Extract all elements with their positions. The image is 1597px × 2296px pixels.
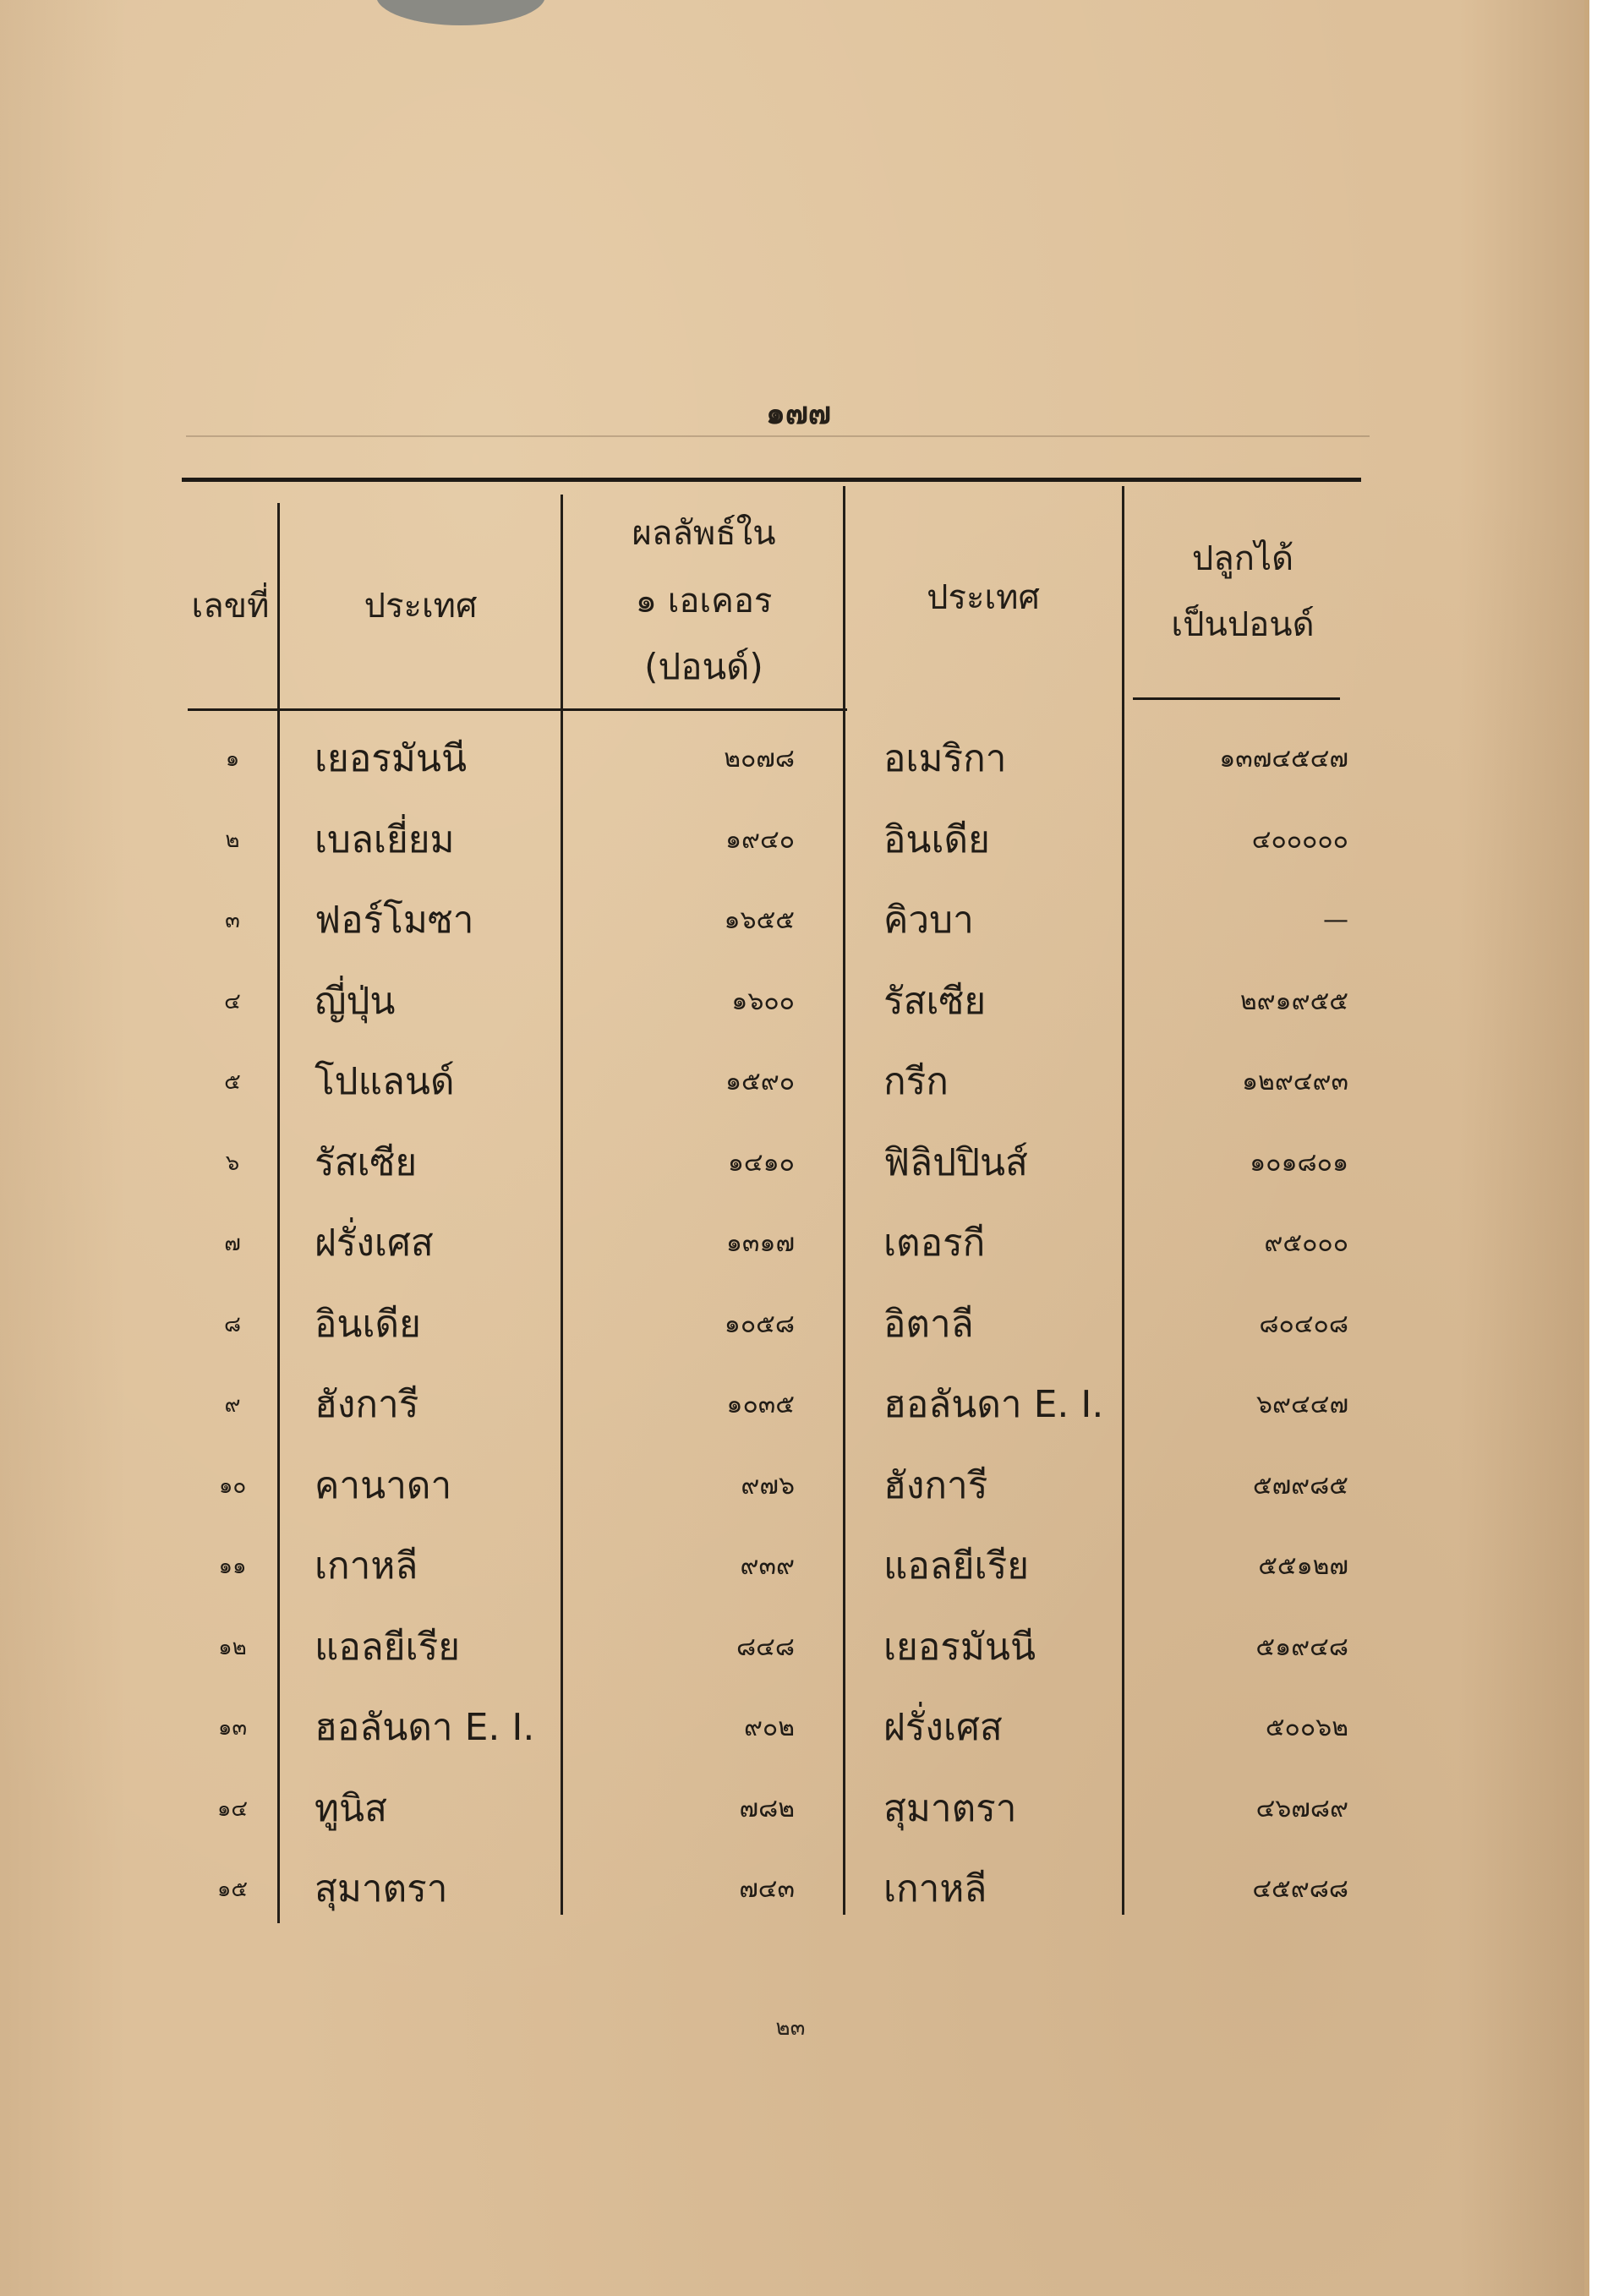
- country-right: คิวบา: [883, 899, 974, 942]
- table-row: [0, 1123, 1597, 1204]
- header-country-left: ประเทศ: [364, 587, 478, 626]
- header-yield-line2: ๑ เอเคอร: [635, 582, 773, 620]
- area-value: ๑๐๑๘๐๑: [1250, 1147, 1348, 1178]
- table-row: [0, 1607, 1597, 1688]
- country-right: สุมาตรา: [883, 1786, 1017, 1830]
- yield-value: ๙๓๙: [740, 1551, 795, 1581]
- country-left: อินเดีย: [314, 1302, 421, 1346]
- yield-value: ๒๐๗๘: [724, 744, 795, 774]
- country-left: ฝรั่งเศส: [314, 1222, 434, 1265]
- row-number: ๑๕: [216, 1877, 249, 1902]
- country-left: เบลเยี่ยม: [314, 817, 455, 861]
- country-left: แอลยีเรีย: [314, 1625, 460, 1669]
- punch-hole: [376, 0, 545, 25]
- table-top-rule: [182, 478, 1361, 482]
- row-number: ๙: [224, 1392, 241, 1418]
- row-number: ๑๐: [218, 1473, 247, 1499]
- area-value: ๔๕๙๘๘: [1252, 1874, 1348, 1904]
- country-left: ทูนิส: [314, 1786, 387, 1830]
- country-right: แอลยีเรีย: [883, 1544, 1029, 1588]
- area-value: ๕๑๙๔๘: [1255, 1632, 1348, 1662]
- yield-value: ๑๐๕๘: [724, 1309, 795, 1339]
- area-value: ๕๐๐๖๒: [1265, 1713, 1348, 1742]
- faint-guide-line: [186, 435, 1370, 437]
- country-right: อิตาลี: [883, 1302, 974, 1346]
- country-left: เกาหลี: [314, 1544, 418, 1588]
- row-number: ๗: [224, 1231, 241, 1256]
- country-left: เยอรมันนี: [314, 737, 468, 780]
- row-number: ๘: [223, 1311, 242, 1337]
- yield-value: ๑๐๓๕: [726, 1390, 795, 1419]
- table-row: [0, 1687, 1597, 1768]
- row-number: ๕: [224, 1069, 241, 1095]
- yield-value: ๑๔๑๐: [727, 1147, 795, 1178]
- country-left: ฮังการี: [314, 1383, 419, 1426]
- area-value: ๙๕๐๐๐: [1264, 1228, 1348, 1258]
- yield-value: ๑๖๕๕: [724, 905, 795, 935]
- row-number: ๒: [225, 827, 240, 853]
- country-right: อินเดีย: [883, 817, 990, 861]
- country-right: รัสเซีย: [883, 979, 987, 1023]
- yield-value: ๗๘๒: [739, 1793, 795, 1823]
- table-row: [0, 1446, 1597, 1527]
- row-number: ๖: [225, 1150, 240, 1176]
- row-number: ๑: [225, 746, 240, 772]
- table-row: [0, 961, 1597, 1042]
- row-number: ๔: [224, 988, 241, 1014]
- yield-value: ๑๙๔๐: [725, 824, 795, 855]
- area-value: ๔๖๗๘๙: [1255, 1793, 1348, 1823]
- table-row: [0, 1041, 1597, 1123]
- area-value: ๑๒๙๔๙๓: [1242, 1067, 1348, 1096]
- country-right: ฮังการี: [883, 1463, 988, 1507]
- country-left: ฮอลันดา E. I.: [314, 1706, 535, 1749]
- table-row: [0, 880, 1597, 961]
- yield-value: ๙๗๖: [741, 1470, 795, 1501]
- header-number: เลขที่: [191, 587, 270, 626]
- page-number-bottom: ๒๓: [775, 2015, 806, 2041]
- row-number: ๑๓: [217, 1715, 248, 1741]
- country-left: ฟอร์โมซา: [314, 899, 474, 942]
- table-row: [0, 1203, 1597, 1284]
- area-value: ๕๗๙๘๕: [1252, 1470, 1348, 1501]
- yield-value: ๙๐๒: [743, 1713, 795, 1742]
- table-row: [0, 719, 1597, 800]
- area-value: ๕๕๑๒๗: [1258, 1551, 1348, 1581]
- page-number-top: ๑๗๗: [766, 396, 831, 431]
- area-value: ๒๙๑๙๕๕: [1239, 986, 1348, 1016]
- yield-value: ๑๓๑๗: [725, 1228, 795, 1258]
- country-right: เยอรมันนี: [883, 1625, 1036, 1669]
- country-left: รัสเซีย: [314, 1140, 418, 1184]
- country-left: คานาดา: [314, 1463, 452, 1507]
- header-country-right: ประเทศ: [927, 578, 1040, 617]
- country-right: เกาหลี: [883, 1867, 987, 1911]
- country-left: ญี่ปุ่น: [314, 979, 396, 1023]
- yield-value: ๑๕๙๐: [725, 1067, 795, 1096]
- table-row: [0, 1364, 1597, 1446]
- table-row: [0, 1849, 1597, 1930]
- area-value: ๘๐๔๐๘: [1259, 1309, 1348, 1339]
- table-row: [0, 1768, 1597, 1850]
- yield-value: ๘๔๘: [736, 1632, 795, 1662]
- header-bottom-rule-left: [188, 708, 847, 711]
- yield-value: ๑๖๐๐: [731, 986, 795, 1016]
- yield-value: ๗๔๓: [739, 1874, 795, 1904]
- row-number: ๑๑: [218, 1554, 247, 1579]
- country-right: กรีก: [883, 1060, 949, 1103]
- table-row: [0, 800, 1597, 881]
- row-number: ๑๒: [218, 1634, 247, 1660]
- area-value: ๑๓๗๔๕๔๗: [1219, 744, 1348, 774]
- row-number: ๑๔: [216, 1796, 249, 1822]
- header-area-line1: ปลูกได้: [1191, 539, 1294, 578]
- header-bottom-rule-right: [1133, 697, 1340, 700]
- country-right: เตอรกี: [883, 1222, 986, 1265]
- country-left: สุมาตรา: [314, 1867, 448, 1911]
- area-value: —: [1323, 905, 1348, 935]
- country-right: อเมริกา: [883, 737, 1007, 780]
- country-right: ฝรั่งเศส: [883, 1706, 1003, 1749]
- row-number: ๓: [225, 908, 240, 933]
- header-yield-line3: (ปอนด์): [644, 646, 763, 687]
- area-value: ๔๐๐๐๐๐: [1251, 824, 1348, 855]
- country-right: ฟิลิปปินส์: [883, 1140, 1028, 1184]
- table-row: [0, 1526, 1597, 1607]
- header-yield-line1: ผลลัพธ์ใน: [632, 514, 776, 553]
- table-row: [0, 1284, 1597, 1365]
- area-value: ๖๙๔๔๗: [1256, 1390, 1348, 1419]
- country-right: ฮอลันดา E. I.: [883, 1383, 1104, 1426]
- country-left: โปแลนด์: [314, 1060, 455, 1103]
- header-area-line2: เป็นปอนด์: [1171, 605, 1315, 644]
